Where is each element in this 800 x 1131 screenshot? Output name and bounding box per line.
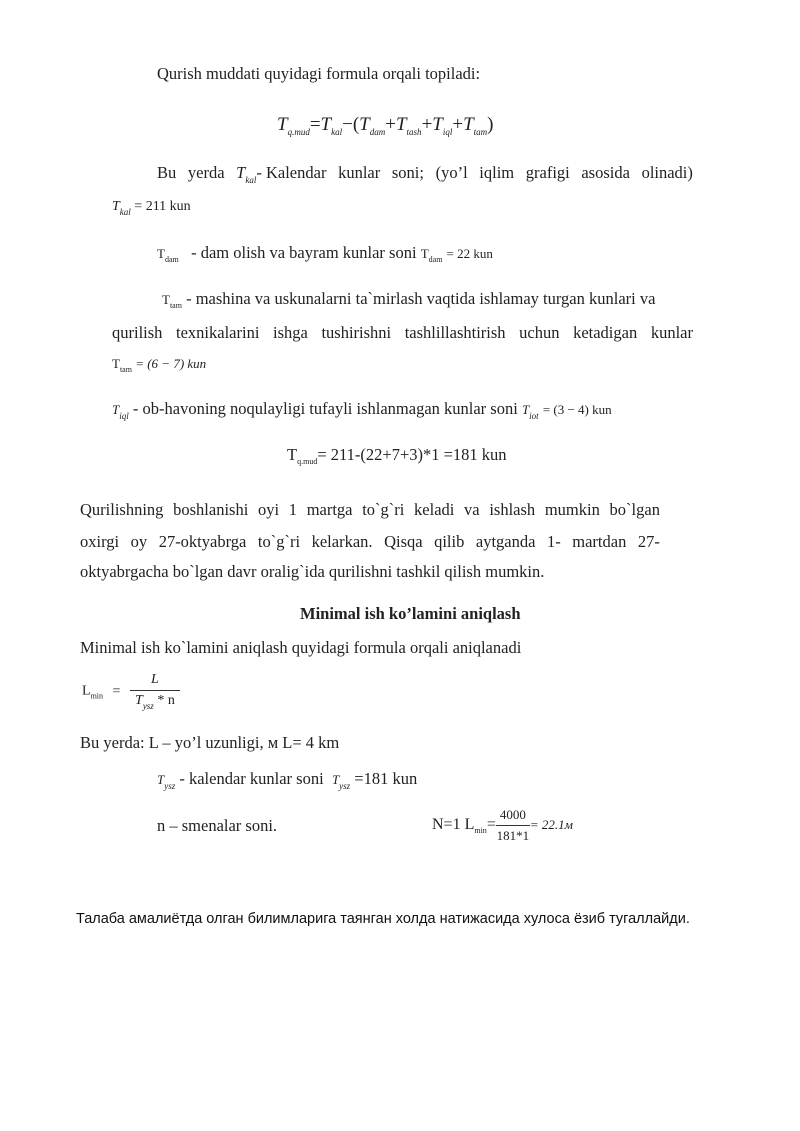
duration-formula: $T_{q.mud}=T_{kal}-(T_{dam}+T_{tash}+T_{iql}+T_{tam})$ — [277, 114, 494, 137]
min-length-calculation: N=1 $L_{min}=$ $\frac{4000}{181*1}$ = 22.1м — [432, 807, 573, 843]
ysz-definition-line: $T_{ysz}$ - kalendar kunlar soni $T_{ysz} =181$ kun — [157, 769, 418, 791]
duration-calculation: $T_{q.mud}= 211-(22+7+3)*1 =181$ kun — [287, 445, 507, 466]
tam-value: $T_{tam} = (6 - 7)$ kun — [112, 356, 207, 374]
schedule-paragraph-line-3: oktyabrgacha bo`lgan davr oralig`ida qurilishni tashkil qilish mumkin. — [80, 562, 545, 581]
iql-definition-line: $T_{iql}$ - ob-havoning noqulayligi tufayli ishlanmagan kunlar soni $T_{iot} = (3 - 4)$ kun — [112, 399, 612, 421]
conclusion-note: Талаба амалиётда олган билимларига таянган холда натижасида хулоса ёзиб тугаллайди. — [76, 911, 690, 927]
min-formula-intro: Minimal ish ko`lamini aniqlash quyidagi formula orqali aniqlanadi — [80, 638, 522, 657]
length-definition: Bu yerda: L – yo’l uzunligi, м L= 4 km — [80, 733, 340, 752]
schedule-paragraph-line-2: oxirgi oy 27-oktyabrga to`g`ri kelarkan. Qisqa qilib aytganda 1- martdan 27- — [80, 532, 660, 551]
schedule-paragraph-line-1: Qurilishning boshlanishi oyi 1 martga to`g`ri keladi va ishlash mumkin bo`lgan — [80, 500, 660, 519]
section-heading: Minimal ish ko’lamini aniqlash — [300, 604, 521, 623]
dam-definition-line: $T_{dam}$ - dam olish va bayram kunlar soni $T_{dam} = 22$ kun — [157, 243, 493, 264]
min-length-formula: $L_{min}$ = $\frac{L}{T_{ysz} * n}$ — [82, 672, 180, 711]
intro-text: Qurish muddati quyidagi formula orqali topiladi: — [157, 64, 481, 83]
kal-value: $T_{kal} = 211$ kun — [112, 199, 191, 217]
kal-definition-line: Bu yerda $T_{kal}-$ Kalendar kunlar soni; (yo’l iqlim grafigi asosida olinadi) — [157, 163, 693, 185]
shifts-definition: n – smenalar soni. — [157, 816, 278, 835]
tam-definition-line-2: qurilish texnikalarini ishga tushirishni tashlillashtirish uchun ketadigan kunlar — [112, 323, 693, 342]
tam-definition-line-1: $T_{tam}$ - mashina va uskunalarni ta`mirlash vaqtida ishlamay turgan kunlari va — [162, 289, 656, 310]
